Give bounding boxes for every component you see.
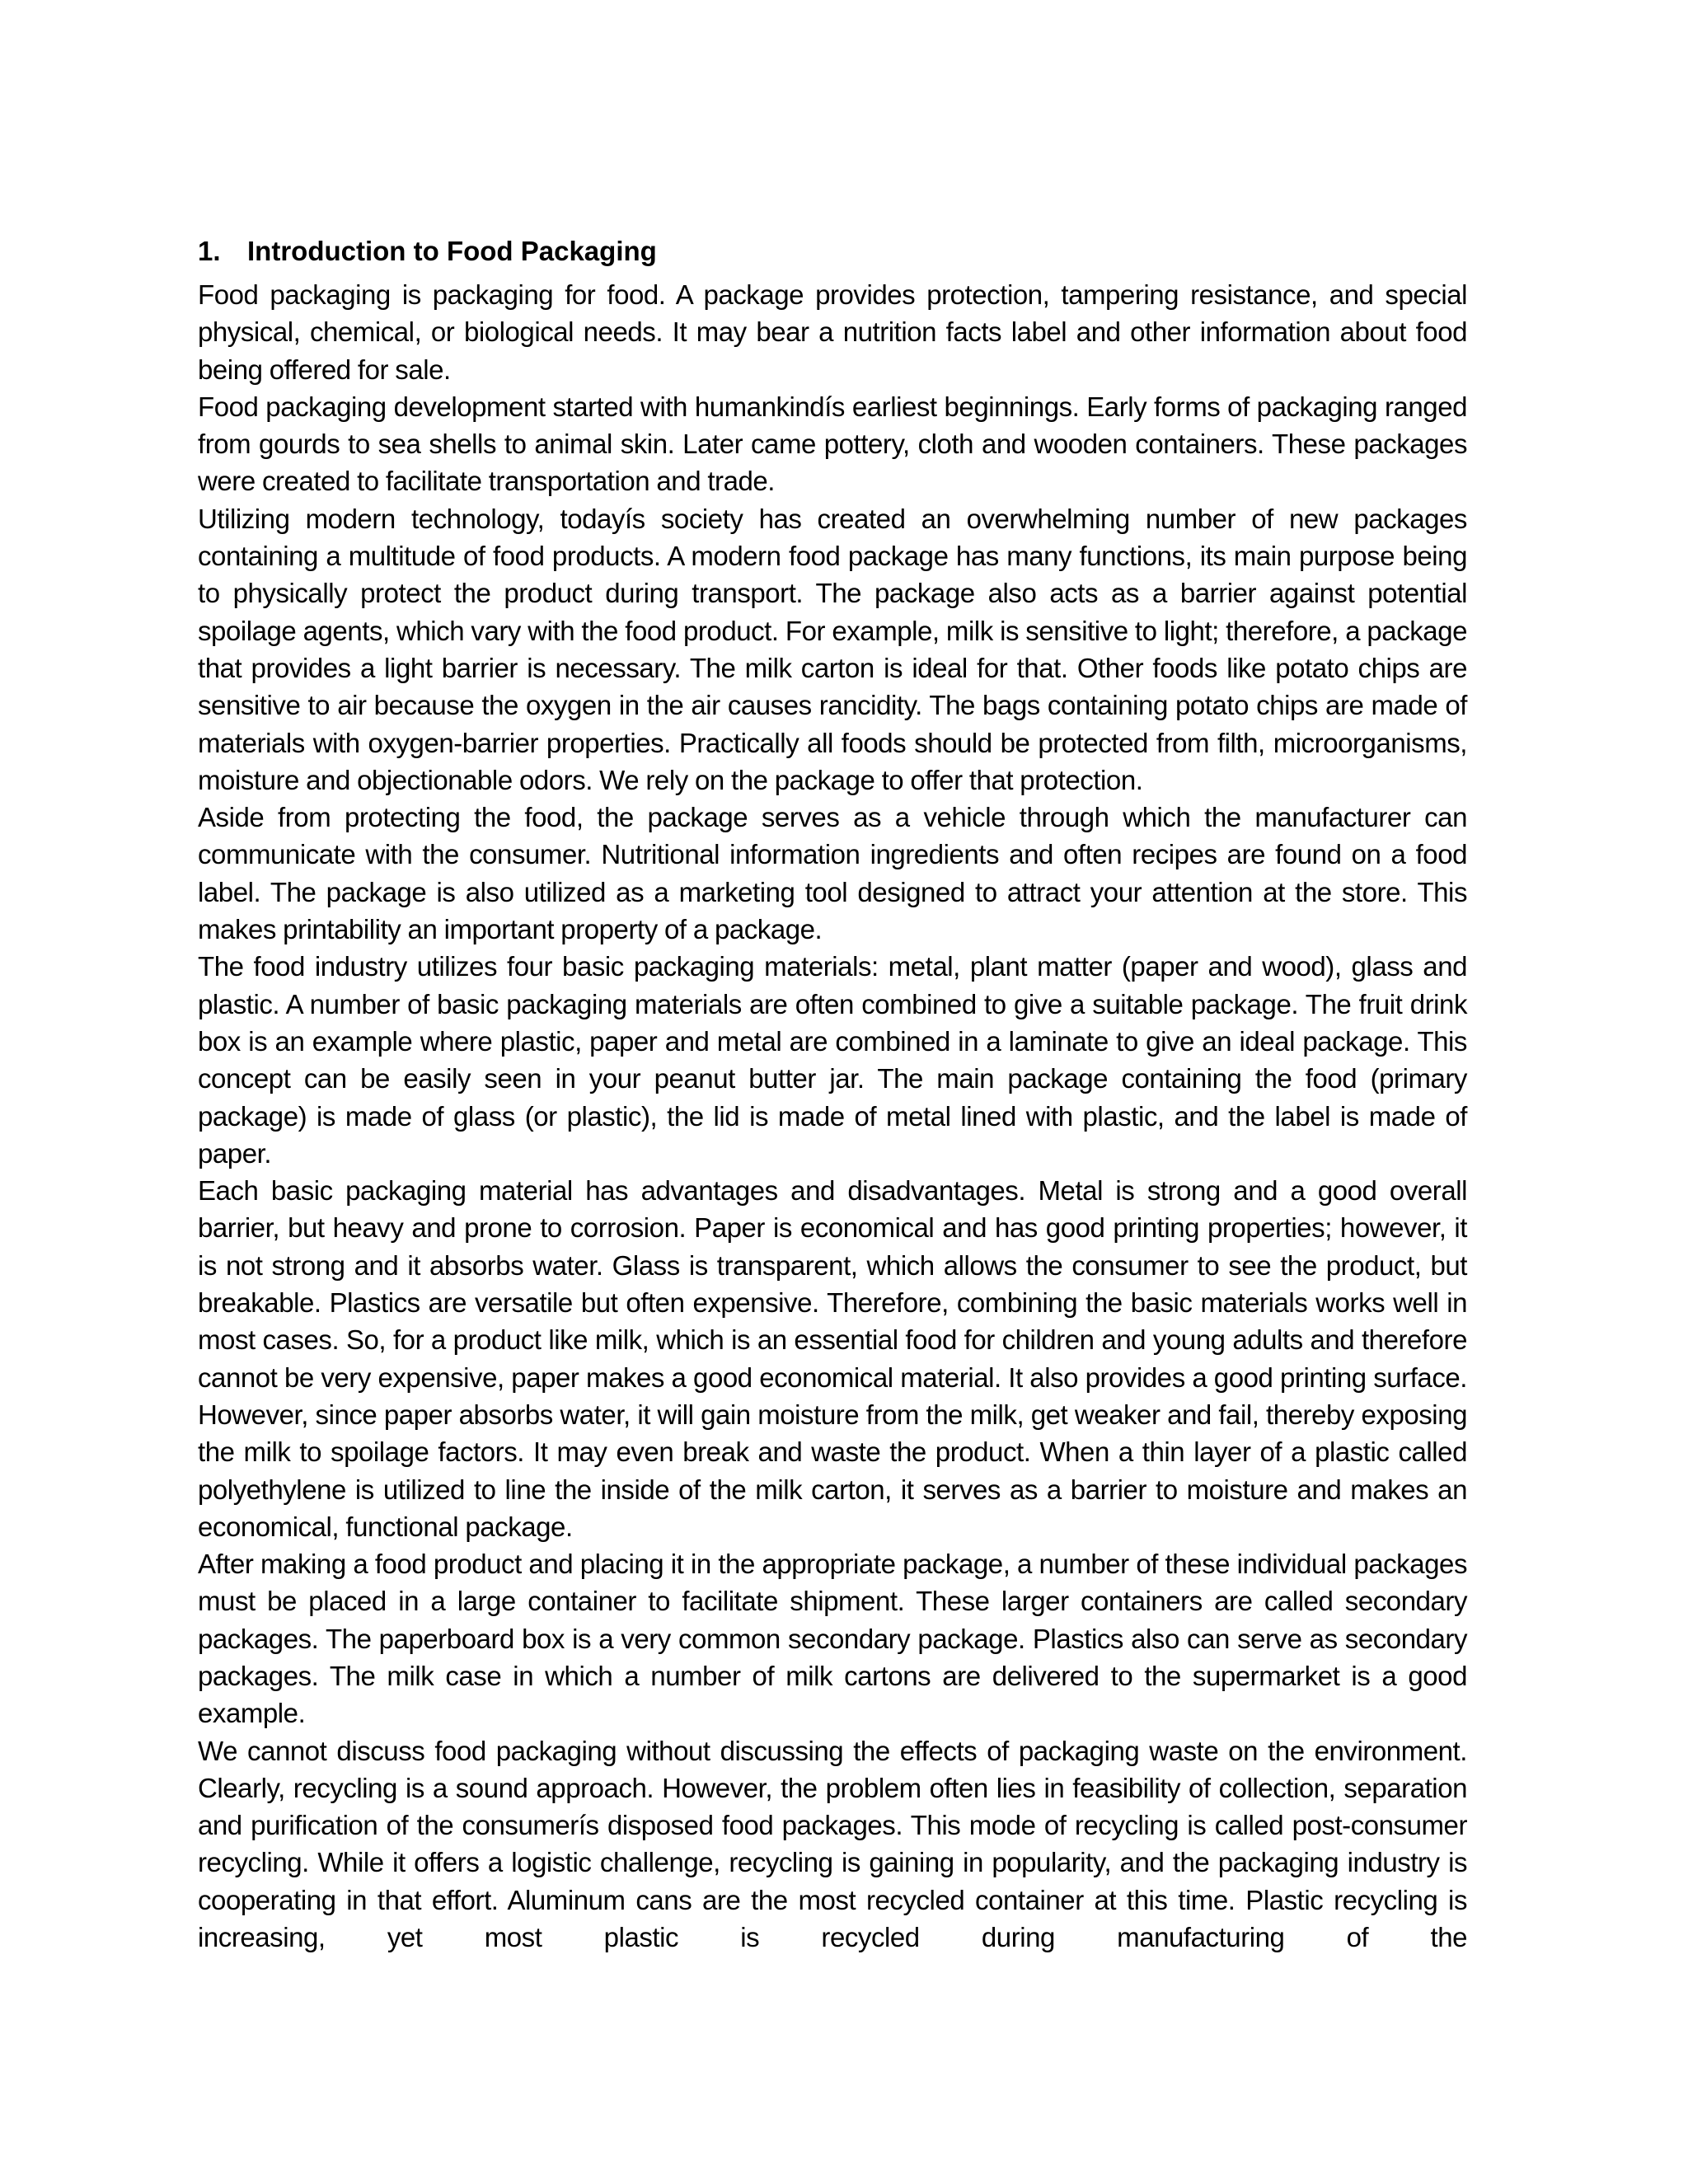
paragraph-materials: The food industry utilizes four basic packaging materials: metal, plant matter (paper and wood), glass and plastic. A number of basic packaging materials are often combined to give a suitable package. The fruit drink box is an example where plastic, paper and metal are combined in a laminate to give an ideal package. This concept can be easily seen in your peanut butter jar. The main package containing the food (primary package) is made of glass (or plastic), the lid is made of metal lined with plastic, and the label is made of paper. bbox=[198, 951, 1467, 1169]
paragraph-secondary-packages: After making a food product and placing it in the appropriate package, a number of these individual packages must be placed in a large container to facilitate shipment. These larger containers are called secondary packages. The paperboard box is a very common secondary package. Plastics also can serve as secondary packages. The milk case in which a number of milk cartons are delivered to the supermarket is a good example. bbox=[198, 1549, 1467, 1729]
paragraph-recycling: We cannot discuss food packaging without discussing the effects of packaging waste on the environment. Clearly, recycling is a sound approach. However, the problem often lies in feasibility of collection, separation and purification of the consumerís disposed food packages. This mode of recycling is called post-consumer recycling. While it offers a logistic challenge, recycling is gaining in popularity, and the packaging industry is cooperating in that effort. Aluminum cans are the most recycled container at this time. Plastic recycling is increasing, yet most plastic is recycled during manufacturing of the bbox=[198, 1735, 1467, 1953]
paragraph-communication: Aside from protecting the food, the package serves as a vehicle through which the manufacturer can communicate with the consumer. Nutritional information ingredients and often recipes are found on a food label. The package is also utilized as a marketing tool designed to attract your attention at the store. This makes printability an important property of a package. bbox=[198, 802, 1467, 945]
paragraph-modern-functions: Utilizing modern technology, todayís society has created an overwhelming number of new packages containing a multitude of food products. A modern food package has many functions, its main purpose being to physically protect the product during transport. The package also acts as a barrier against potential spoilage agents, which vary with the food product. For example, milk is sensitive to light; therefore, a package that provides a light barrier is necessary. The milk carton is ideal for that. Other foods like potato chips are sensitive to air because the oxygen in the air causes rancidity. The bags containing potato chips are made of materials with oxygen-barrier properties. Practically all foods should be protected from filth, microorganisms, moisture and objectionable odors. We rely on the package to offer that protection. bbox=[198, 503, 1467, 795]
paragraph-history: Food packaging development started with humankindís earliest beginnings. Early forms of packaging ranged from gourds to sea shells to animal skin. Later came pottery, cloth and wooden containers. These packages were created to facilitate transportation and trade. bbox=[198, 391, 1467, 497]
paragraph-advantages: Each basic packaging material has advantages and disadvantages. Metal is strong and a good overall barrier, but heavy and prone to corrosion. Paper is economical and has good printing properties; however, it is not strong and it absorbs water. Glass is transparent, which allows the consumer to see the product, but breakable. Plastics are versatile but often expensive. Therefore, combining the basic materials works well in most cases. So, for a product like milk, which is an essential food for children and young adults and therefore cannot be very expensive, paper makes a good economical material. It also provides a good printing surface. However, since paper absorbs water, it will gain moisture from the milk, get weaker and fail, thereby exposing the milk to spoilage factors. It may even break and waste the product. When a thin layer of a plastic called polyethylene is utilized to line the inside of the milk carton, it serves as a barrier to moisture and makes an economical, functional package. bbox=[198, 1175, 1467, 1542]
section-heading bbox=[198, 227, 1467, 276]
section-number: 1. bbox=[198, 236, 221, 266]
paragraph-definition: Food packaging is packaging for food. A package provides protection, tampering resistance, and special physical, chemical, or biological needs. It may bear a nutrition facts label and other information about food being offered for sale. bbox=[198, 279, 1467, 385]
document-body bbox=[198, 227, 1467, 1956]
section-title: Introduction to Food Packaging bbox=[247, 236, 657, 266]
